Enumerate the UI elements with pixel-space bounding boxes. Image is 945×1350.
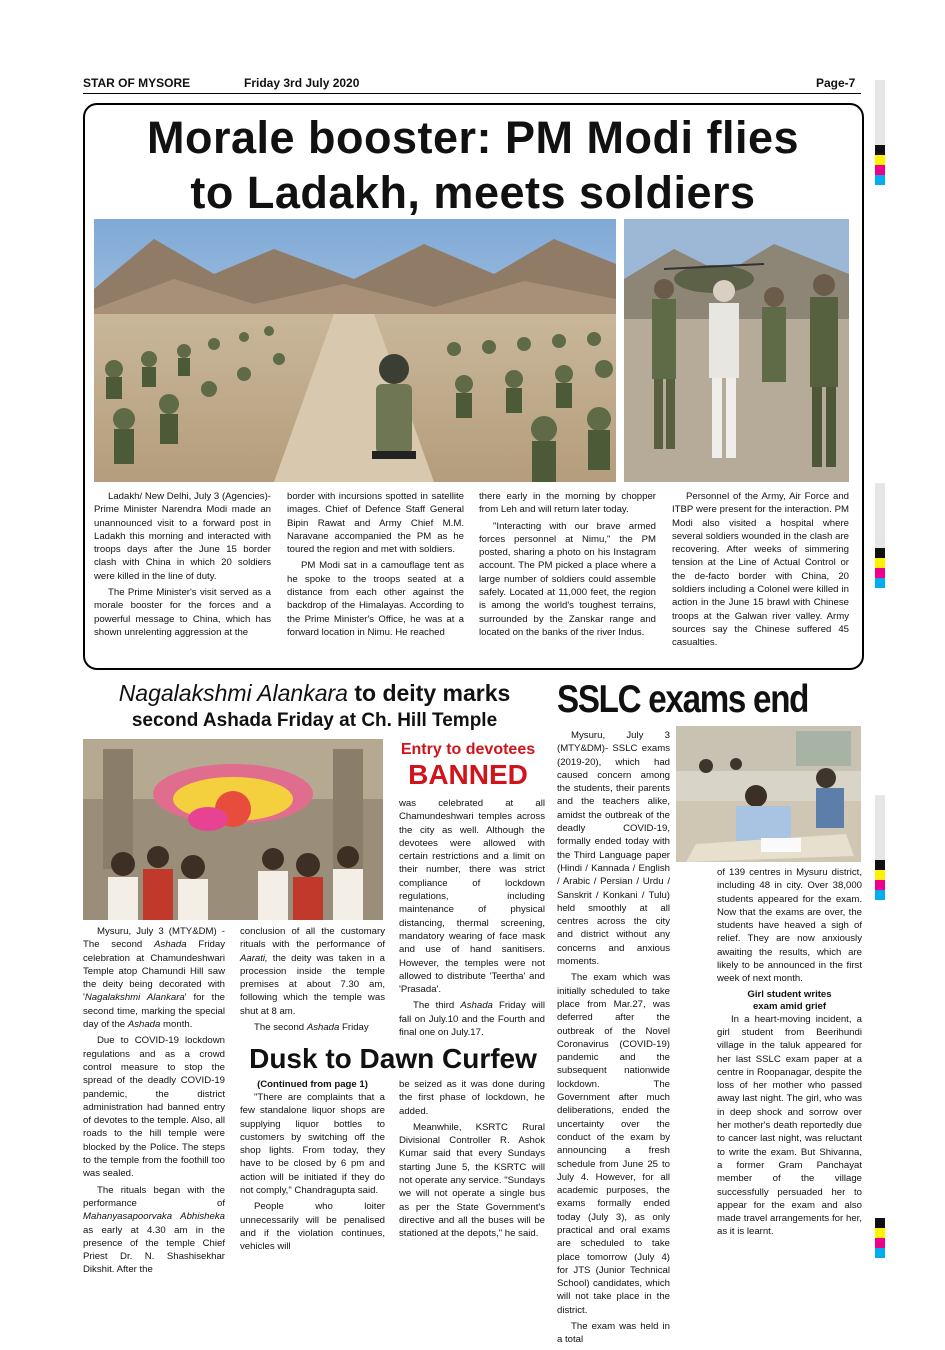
banned-box: [392, 741, 544, 791]
registration-mark-yellow: [875, 155, 885, 165]
sslc-headline: SSLC exams end: [557, 678, 809, 721]
sslc-column-2: of 139 centres in Mysuru district, including 48 in city. Over 38,000 students appeared for the exam. Now that the exams are over, the students have heaved a sigh of relief. They are now anxiously awaiting the results, which are likely to be announced in the first week of next month. Girl student writes exam amid grief In a heart-moving incident, a girl student from Beerihundi village in the taluk appeared for her last SSLC exam paper at a centre in Roopanagar, despite the loss of her mother who passed away last night. The girl, who was in deep shock and sorrow over her mother's death reportedly due to cancer last night, was reluctant to write the exam. But Shivanna, a former Gram Panchayat member of the village successfully persuaded her to appear for the exam and also made travel arrangements for her, as it is learnt.: [717, 867, 862, 1238]
header-rule: [83, 93, 861, 94]
lead-column-2: border with incursions spotted in satellite images. Chief of Defence Staff General Bipin Rawat and Army Chief M.M. Naravane accompanied the PM as he toured the region and met with soldiers. PM Modi sat in a camouflage tent as he spoke to the troops seated at a distance from each other against the backdrop of the Himalayas. According to the Prime Minister's Office, he was at a forward location in Nimu. He reached: [287, 491, 464, 638]
registration-mark-yellow: [875, 1228, 885, 1238]
girl-student-subhead: Girl student writes exam amid grief: [747, 988, 832, 1012]
registration-mark-cyan: [875, 578, 885, 588]
registration-mark-cyan: [875, 890, 885, 900]
registration-mark-black: [875, 860, 885, 870]
soldiers-photo: [94, 219, 616, 482]
issue-date: Friday 3rd July 2020: [244, 76, 360, 90]
page-number: Page-7: [816, 76, 856, 90]
temple-column-1: Mysuru, July 3 (MTY&DM) - The second Ashada Friday celebration at Chamundeshwari Temple atop Chamundi Hill saw the deity being decorated with 'Nagalakshmi Alankara' for the second time, marking the special day of the Ashada month. Due to COVID-19 lockdown regulations and as a crowd control measure to stop the spread of the deadly COVID-19 pandemic, the district administration had banned entry of devotes to the temple. Also, all roads to the hill temple were blocked by the Police. The steps to the temple from the foothill too was sealed. The rituals began with the performance of Mahanyasapoorvaka Abhisheka as early at 4.30 am in the presence of the temple Chief Priest Dr. N. Shashisekhar Dikshit. After the: [83, 926, 225, 1276]
temple-column-2: conclusion of all the customary rituals with the performance of Aarati, the deity was taken in a procession inside the temple premises at about 7.30 am, following which the temple was shut at 8 am. The second Ashada Friday: [240, 926, 385, 1034]
lead-column-3: there early in the morning by chopper from Leh and will return later today. "Interacting with our brave armed forces personnel at Nimu," the PM posted, sharing a photo on his Instagram account. The PM picked a place where a large number of soldiers could assemble safely. Located at 11,000 feet, the region is among the world's toughest terrains, surrounded by the Zanskar range and located on the banks of the river Indus.: [479, 491, 656, 638]
registration-bar-gray: [875, 795, 885, 860]
pm-walking-photo: [624, 219, 849, 482]
registration-mark-cyan: [875, 175, 885, 185]
exam-classroom-photo: [676, 726, 861, 862]
temple-procession-photo: [83, 739, 383, 920]
registration-mark-yellow: [875, 870, 885, 880]
lead-column-1: Ladakh/ New Delhi, July 3 (Agencies)- Prime Minister Narendra Modi made an unannounced visit to a forward post in Ladakh this morning and interacted with troops days after the June 15 border clash with China in which 20 soldiers were killed in the line of duty. The Prime Minister's visit served as a morale booster for the forces and a powerful message to China, which has shown unrelenting aggression at the: [94, 491, 271, 638]
registration-mark-magenta: [875, 880, 885, 890]
banned-subhead: Entry to devotees: [400, 741, 536, 758]
curfew-headline: Dusk to Dawn Curfew: [249, 1043, 537, 1074]
temple-headline: Nagalakshmi Alankara to deity marks: [118, 680, 511, 706]
sslc-column-1a: Mysuru, July 3 (MTY&DM)- SSLC exams (2019-20), which had caused concern among the students, their parents and the teachers alike, amidst the outbreak of the deadly COVID-19, formally ended today with the Third Language paper (Hindi / Kannada / English / Arabic / Persian / Urdu / Sanskrit / Konkani / Tulu) held smoothly at all centres across the city and district without any concerns and anxious moments. The exam which was initially scheduled to take place from Mar.27, was deferred after the outbreak of the Novel Coronavirus (COVID-19) pandemic and the subsequent nationwide lockdown. The Government after much deliberations, ended the uncertainty over the conduct of the exam by announcing a fresh schedule from June 25 to July 4. However, for all academic purposes, the exams formally ended today (July 3), as only practical and oral exams are scheduled to take place tomorrow (July 4) for JTS (Junior Technical School) candidates, which will not take place in the district. The exam was held in a total: [557, 730, 670, 1346]
banned-label: BANNED: [408, 759, 528, 790]
registration-mark-magenta: [875, 568, 885, 578]
curfew-column-2: be seized as it was done during the first phase of lockdown, he added. Meanwhile, KSRTC Rural Divisional Controller R. Ashok Kumar said that every Sundays starting June 5, the KSRTC will not operate any service. "Sundays we will not operate a single bus as per the State Government's directive and all the buses will be stationed at the depots," he said.: [399, 1079, 545, 1240]
registration-mark-black: [875, 548, 885, 558]
temple-headline-line2: second Ashada Friday at Ch. Hill Temple: [131, 710, 498, 731]
registration-mark-magenta: [875, 1238, 885, 1248]
registration-mark-black: [875, 1218, 885, 1228]
registration-mark-cyan: [875, 1248, 885, 1258]
registration-bar-gray: [875, 483, 885, 548]
curfew-continued-note: (Continued from page 1): [257, 1079, 368, 1090]
temple-column-3: was celebrated at all Chamundeshwari temples across the city as well. Although the devotees were allowed with certain restrictions and a limit on their number, there was strict compliance of lockdown regulations, including maintenance of physical distancing, thermal screening, mandatory wearing of face mask and use of hand sanitisers. However, the temples were not allowed to distribute 'Teertha' and 'Prasada'. The third Ashada Friday will fall on July.10 and the Fourth and final one on July.17.: [399, 798, 546, 1039]
registration-bar-gray: [875, 80, 885, 145]
registration-mark-magenta: [875, 165, 885, 175]
lead-column-4: Personnel of the Army, Air Force and ITBP were present for the interaction. PM Modi also visited a hospital where several soldiers wounded in the clash are recovering. After weeks of simmering tension at the Line of Actual Control or the de-facto border with China, 20 soldiers including a Colonel were killed in action in the June 15 brawl with Chinese troops at the Galwan river valley. Army sources say the Chinese suffered 45 casualties.: [672, 491, 849, 649]
registration-mark-black: [875, 145, 885, 155]
registration-mark-yellow: [875, 558, 885, 568]
publication-name: STAR OF MYSORE: [83, 76, 191, 90]
lead-headline: Morale booster: PM Modi flies to Ladakh, meets soldiers: [146, 112, 800, 218]
curfew-column-1: "There are complaints that a few standalone liquor shops are supplying liquor bottles to customers by switching off the shop lights. From today, they have to be closed by 6 pm and action will be initiated if they do not comply," Chandragupta said. People who loiter unnecessarily will be penalised and if the violation continues, vehicles will: [240, 1092, 385, 1253]
